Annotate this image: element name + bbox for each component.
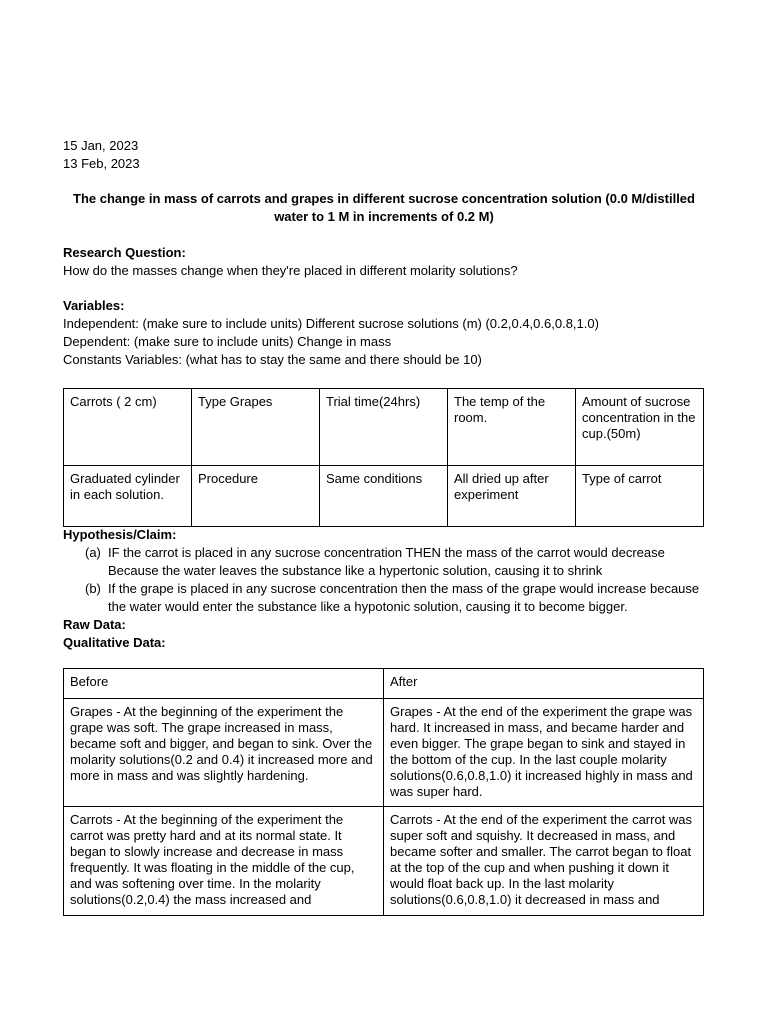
hypothesis-section (63, 526, 713, 652)
table-cell: Grapes - At the beginning of the experiment the grape was soft. The grape increased in mass, became soft and bigger, and began to sink. Over the molarity solutions(0.2 and 0.4) it increased more and more in mass and was slightly hardening. (64, 699, 384, 807)
table-cell: Amount of sucrose concentration in the cup.(50m) (576, 389, 704, 466)
variables-section (63, 297, 713, 369)
table-cell: Type Grapes (192, 389, 320, 466)
independent-variable: Independent: (make sure to include units) Different sucrose solutions (m) (0.2,0.4,0.6,0.8,1.0) (63, 316, 599, 331)
research-section (63, 244, 713, 280)
column-header-after: After (384, 669, 704, 699)
table-cell: Carrots - At the end of the experiment the carrot was super soft and squishy. It decreased in mass, and became softer and smaller. The carrot began to float at the top of the cup and when pushing it down it would float back up. In the last molarity solutions(0.6,0.8,1.0) it decreased in mass and (384, 807, 704, 916)
table-row (64, 466, 704, 527)
hypothesis-label: (b) (85, 581, 101, 596)
table-cell: Carrots - At the beginning of the experiment the carrot was pretty hard and at its normal state. It began to slowly increase and decrease in mass frequently. It was floating in the middle of the cup, and was softening over time. In the molarity solutions(0.2,0.4) the mass increased and (64, 807, 384, 916)
column-header-before: Before (64, 669, 384, 699)
table-cell: Type of carrot (576, 466, 704, 527)
research-heading: Research Question: (63, 245, 186, 260)
dates-block (63, 137, 140, 173)
dependent-variable: Dependent: (make sure to include units) Change in mass (63, 334, 392, 349)
table-row (64, 699, 704, 807)
end-date: 13 Feb, 2023 (63, 156, 140, 171)
qualitative-heading: Qualitative Data: (63, 635, 166, 650)
hypothesis-text: If the grape is placed in any sucrose concentration then the mass of the grape would increase because the water would enter the substance like a hypotonic solution, causing it to become bigger. (108, 581, 700, 614)
hypothesis-item (63, 580, 713, 616)
table-row (64, 389, 704, 466)
table-cell: Procedure (192, 466, 320, 527)
raw-data-heading: Raw Data: (63, 617, 126, 632)
start-date: 15 Jan, 2023 (63, 138, 139, 153)
table-cell: Graduated cylinder in each solution. (64, 466, 192, 527)
table-cell: All dried up after experiment (448, 466, 576, 527)
table-header-row (64, 669, 704, 699)
hypothesis-item (63, 544, 713, 580)
hypothesis-heading: Hypothesis/Claim: (63, 527, 177, 542)
hypothesis-text: IF the carrot is placed in any sucrose concentration THEN the mass of the carrot would decrease Because the water leaves the substance like a hypertonic solution, causing it to shrink (108, 545, 665, 578)
table-cell: The temp of the room. (448, 389, 576, 466)
variables-heading: Variables: (63, 298, 125, 313)
table-cell: Trial time(24hrs) (320, 389, 448, 466)
constant-variables: Constants Variables: (what has to stay the same and there should be 10) (63, 352, 482, 367)
research-question: How do the masses change when they're placed in different molarity solutions? (63, 263, 518, 278)
document-title: The change in mass of carrots and grapes in different sucrose concentration solution (0.0 M/distilled water to 1 M in increments of 0.2 M) (73, 191, 695, 224)
table-cell: Grapes - At the end of the experiment the grape was hard. It increased in mass, and became harder and even bigger. The grape began to sink and stayed in the bottom of the cup. In the last couple molarity solutions(0.6,0.8,1.0) it increased highly in mass and was super hard. (384, 699, 704, 807)
qualitative-table (63, 668, 704, 916)
hypothesis-label: (a) (85, 545, 101, 560)
table-cell: Same conditions (320, 466, 448, 527)
constants-table (63, 388, 704, 527)
table-row (64, 807, 704, 916)
table-cell: Carrots ( 2 cm) (64, 389, 192, 466)
